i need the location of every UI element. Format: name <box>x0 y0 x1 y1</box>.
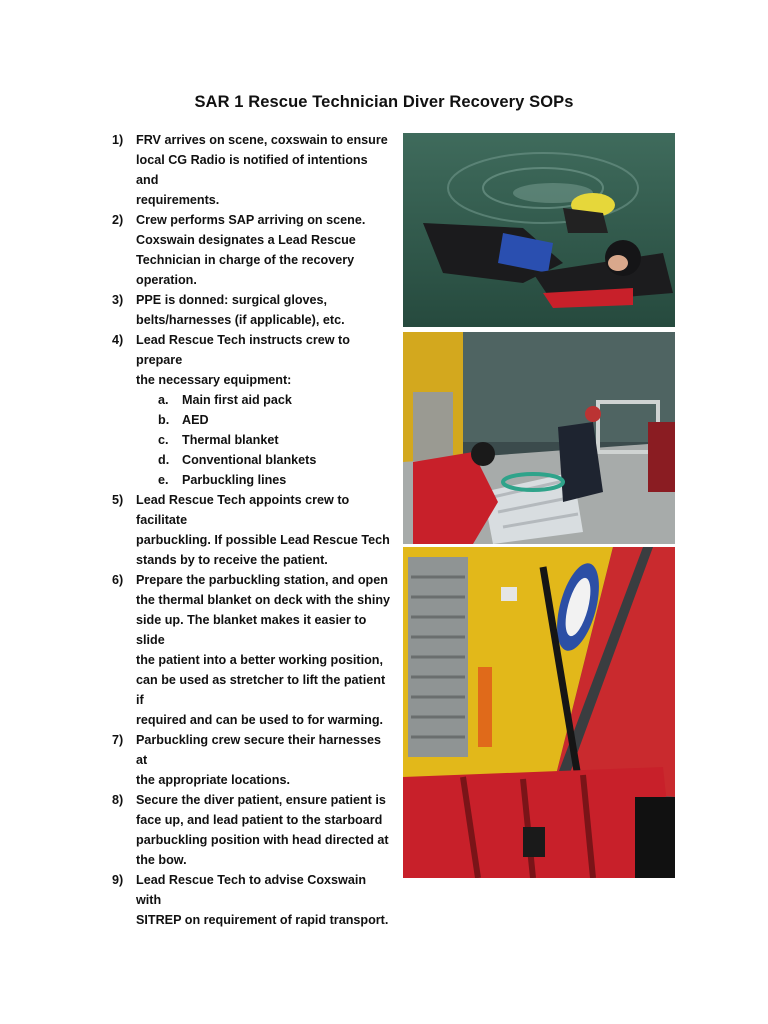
step-line: Lead Rescue Tech to advise Coxswain with <box>136 873 367 907</box>
step-line: local CG Radio is notified of intentions and <box>136 153 368 187</box>
step-line: the appropriate locations. <box>136 773 290 787</box>
photo-boat-hull-life-vest-image <box>403 547 675 878</box>
equipment-letter: c. <box>158 433 169 447</box>
step-number: 2) <box>112 213 124 227</box>
step-number: 1) <box>112 133 124 147</box>
equipment-letter: d. <box>158 453 170 467</box>
step-line: can be used as stretcher to lift the patient if <box>136 673 386 707</box>
step-line: Lead Rescue Tech appoints crew to facilitate <box>136 493 350 527</box>
photo-divers-in-water <box>403 133 675 327</box>
step-line: the patient into a better working position, <box>136 653 383 667</box>
step-2 <box>112 210 392 290</box>
step-text <box>136 730 392 790</box>
step-5 <box>112 490 392 570</box>
step-line: requirements. <box>136 193 220 207</box>
equipment-item-conventional-blankets <box>158 450 392 470</box>
step-line: FRV arrives on scene, coxswain to ensure <box>136 133 388 147</box>
equipment-letter: a. <box>158 393 169 407</box>
step-line: parbuckling. If possible Lead Rescue Tech <box>136 533 390 547</box>
step-line: Crew performs SAP arriving on scene. <box>136 213 366 227</box>
step-text <box>136 490 392 570</box>
sop-steps-list <box>112 130 392 930</box>
step-3 <box>112 290 392 330</box>
equipment-label: Main first aid pack <box>182 393 292 407</box>
equipment-letter: e. <box>158 473 169 487</box>
step-6 <box>112 570 392 730</box>
step-1 <box>112 130 392 210</box>
equipment-label: Conventional blankets <box>182 453 317 467</box>
step-number: 3) <box>112 293 124 307</box>
photo-divers-in-water-image <box>403 133 675 327</box>
step-line: side up. The blanket makes it easier to slide <box>136 613 367 647</box>
step-line: operation. <box>136 273 197 287</box>
step-number: 4) <box>112 333 124 347</box>
step-line: Technician in charge of the recovery <box>136 253 355 267</box>
step-line: the bow. <box>136 853 187 867</box>
equipment-label: Thermal blanket <box>182 433 279 447</box>
equipment-letter: b. <box>158 413 170 427</box>
step-line: the necessary equipment: <box>136 373 292 387</box>
step-line: Prepare the parbuckling station, and open <box>136 573 388 587</box>
step-line: SITREP on requirement of rapid transport. <box>136 913 389 927</box>
page-title: SAR 1 Rescue Technician Diver Recovery SOPs <box>194 93 574 111</box>
step-number: 5) <box>112 493 124 507</box>
equipment-label: Parbuckling lines <box>182 473 287 487</box>
step-text <box>136 790 392 870</box>
equipment-item-first-aid <box>158 390 392 410</box>
equipment-item-parbuckling-lines <box>158 470 392 490</box>
step-text <box>136 870 392 930</box>
step-line: belts/harnesses (if applicable), etc. <box>136 313 345 327</box>
step-line: the thermal blanket on deck with the shiny <box>136 593 391 607</box>
step-line: face up, and lead patient to the starboard <box>136 813 383 827</box>
equipment-label: AED <box>182 413 209 427</box>
step-line: Lead Rescue Tech instructs crew to prepare <box>136 333 350 367</box>
step-line: Parbuckling crew secure their harnesses at <box>136 733 381 767</box>
step-number: 7) <box>112 733 124 747</box>
photo-crew-on-deck <box>403 332 675 544</box>
step-line: Secure the diver patient, ensure patient is <box>136 793 386 807</box>
step-text <box>136 330 392 390</box>
step-number: 6) <box>112 573 124 587</box>
step-line: stands by to receive the patient. <box>136 553 328 567</box>
photo-boat-hull-life-vest <box>403 547 675 878</box>
equipment-item-aed <box>158 410 392 430</box>
step-number: 9) <box>112 873 124 887</box>
step-9 <box>112 870 392 930</box>
step-text <box>136 570 392 730</box>
equipment-item-thermal-blanket <box>158 430 392 450</box>
step-8 <box>112 790 392 870</box>
step-text <box>136 130 392 210</box>
step-line: Coxswain designates a Lead Rescue <box>136 233 356 247</box>
step-line: parbuckling position with head directed at <box>136 833 389 847</box>
photo-crew-on-deck-image <box>403 332 675 544</box>
step-7 <box>112 730 392 790</box>
step-number: 8) <box>112 793 124 807</box>
step-line: required and can be used to for warming. <box>136 713 384 727</box>
step-4 <box>112 330 392 390</box>
step-text <box>136 290 392 330</box>
step-line: PPE is donned: surgical gloves, <box>136 293 328 307</box>
step-text <box>136 210 392 290</box>
